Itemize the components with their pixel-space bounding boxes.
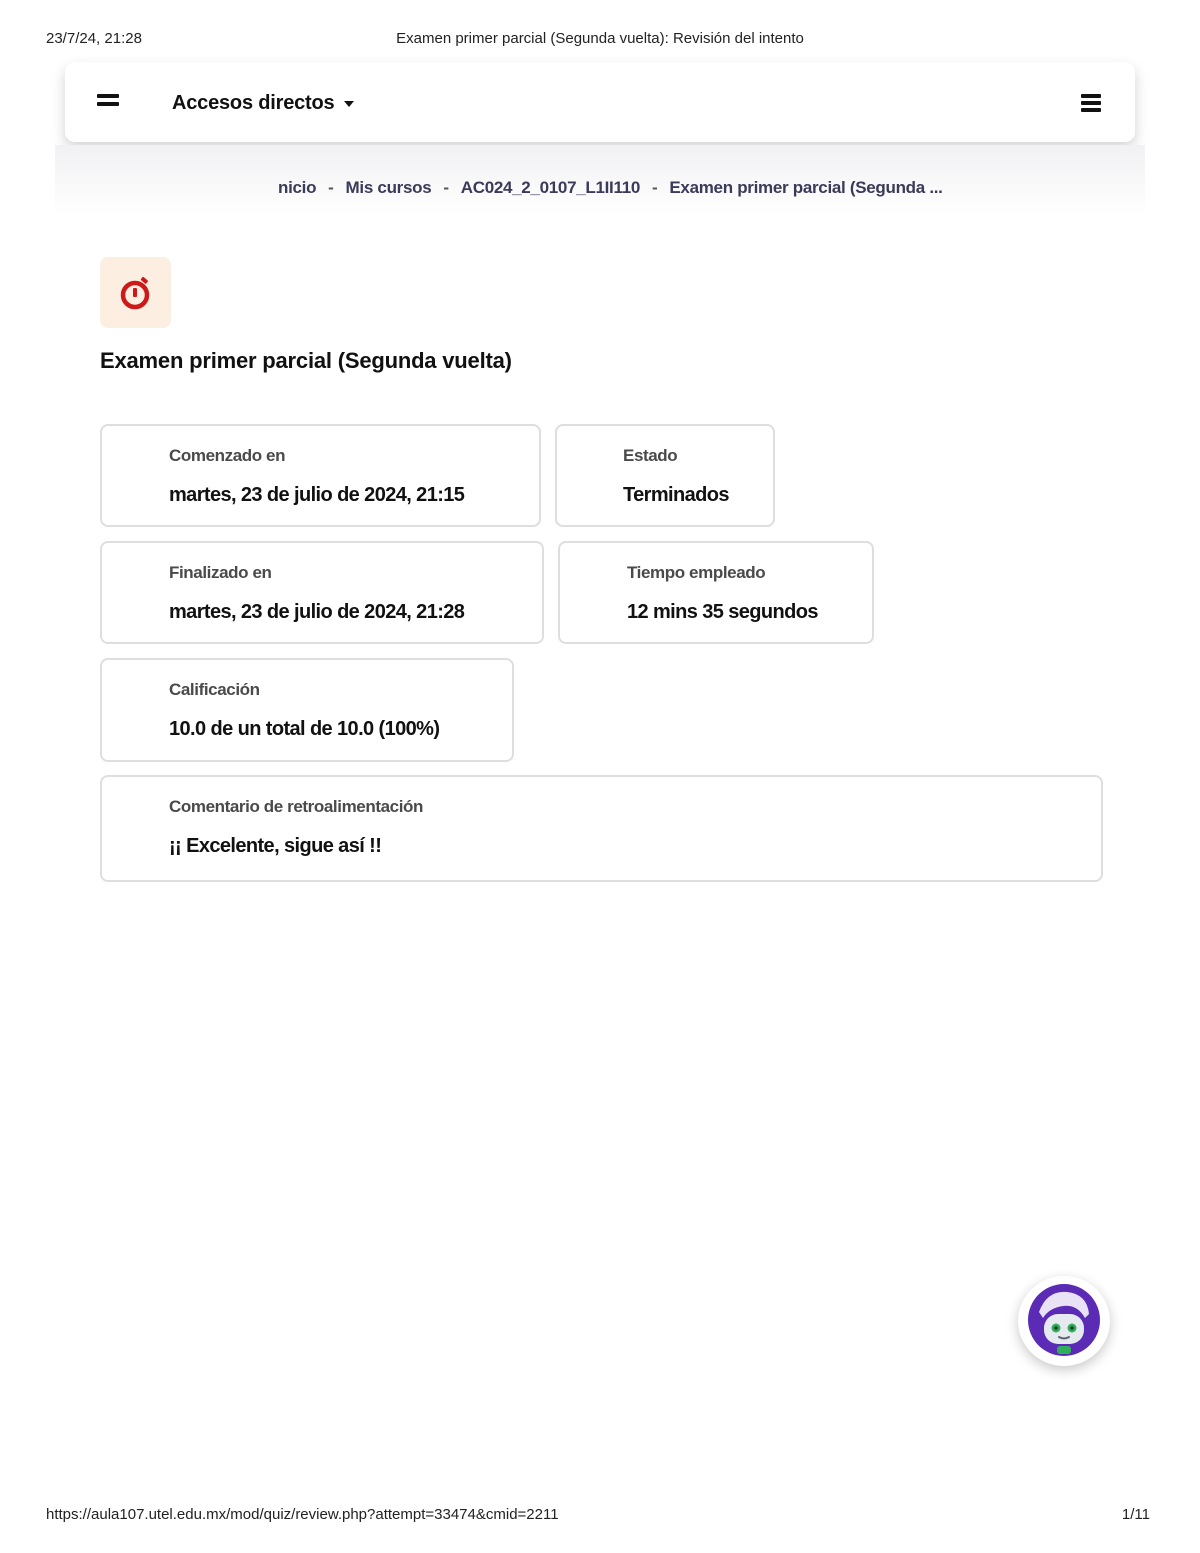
time-taken-value: 12 mins 35 segundos — [627, 601, 818, 623]
breadcrumb — [278, 178, 943, 198]
time-taken-label: Tiempo empleado — [627, 563, 766, 582]
started-label: Comenzado en — [169, 446, 286, 465]
finished-label: Finalizado en — [169, 563, 272, 582]
summary-card-time-taken — [558, 541, 874, 644]
breadcrumb-quiz[interactable]: Examen primer parcial (Segunda ... — [669, 178, 943, 197]
shortcuts-label: Accesos directos — [172, 92, 335, 114]
summary-card-state — [555, 424, 775, 527]
breadcrumb-home[interactable]: nicio — [278, 178, 317, 197]
feedback-label: Comentario de retroalimentación — [169, 797, 423, 816]
hamburger-icon[interactable] — [97, 92, 119, 108]
breadcrumb-my-courses[interactable]: Mis cursos — [345, 178, 432, 197]
page-title: Examen primer parcial (Segunda vuelta) — [100, 348, 512, 373]
print-header — [46, 30, 1154, 50]
print-url: https://aula107.utel.edu.mx/mod/quiz/review.php?attempt=33474&cmid=2211 — [46, 1506, 559, 1523]
chevron-down-icon — [344, 101, 354, 107]
summary-card-started — [100, 424, 541, 527]
breadcrumb-separator: - — [443, 178, 449, 197]
breadcrumb-separator: - — [328, 178, 334, 197]
finished-value: martes, 23 de julio de 2024, 21:28 — [169, 601, 465, 623]
print-title: Examen primer parcial (Segunda vuelta): Revisión del intento — [396, 30, 804, 47]
state-label: Estado — [623, 446, 678, 465]
feedback-value: ¡¡ Excelente, sigue así !! — [169, 835, 382, 857]
grade-value: 10.0 de un total de 10.0 (100%) — [169, 718, 440, 740]
stopwatch-icon — [117, 275, 153, 311]
print-page-count: 1/11 — [1121, 1506, 1150, 1523]
top-navbar — [65, 62, 1135, 142]
quiz-icon-box — [100, 257, 171, 328]
print-footer — [46, 1506, 1150, 1526]
chat-assistant-button[interactable] — [1018, 1276, 1110, 1366]
menu-icon[interactable] — [1081, 94, 1101, 112]
started-value: martes, 23 de julio de 2024, 21:15 — [169, 484, 465, 506]
state-value: Terminados — [623, 484, 729, 506]
summary-card-feedback — [100, 775, 1103, 882]
grade-label: Calificación — [169, 680, 260, 699]
breadcrumb-course[interactable]: AC024_2_0107_L1II110 — [460, 178, 640, 197]
shortcuts-dropdown[interactable] — [172, 92, 354, 115]
summary-card-finished — [100, 541, 544, 644]
summary-card-grade — [100, 658, 514, 762]
chat-assistant-icon — [1027, 1282, 1101, 1360]
breadcrumb-separator: - — [652, 178, 658, 197]
print-date: 23/7/24, 21:28 — [46, 30, 142, 47]
